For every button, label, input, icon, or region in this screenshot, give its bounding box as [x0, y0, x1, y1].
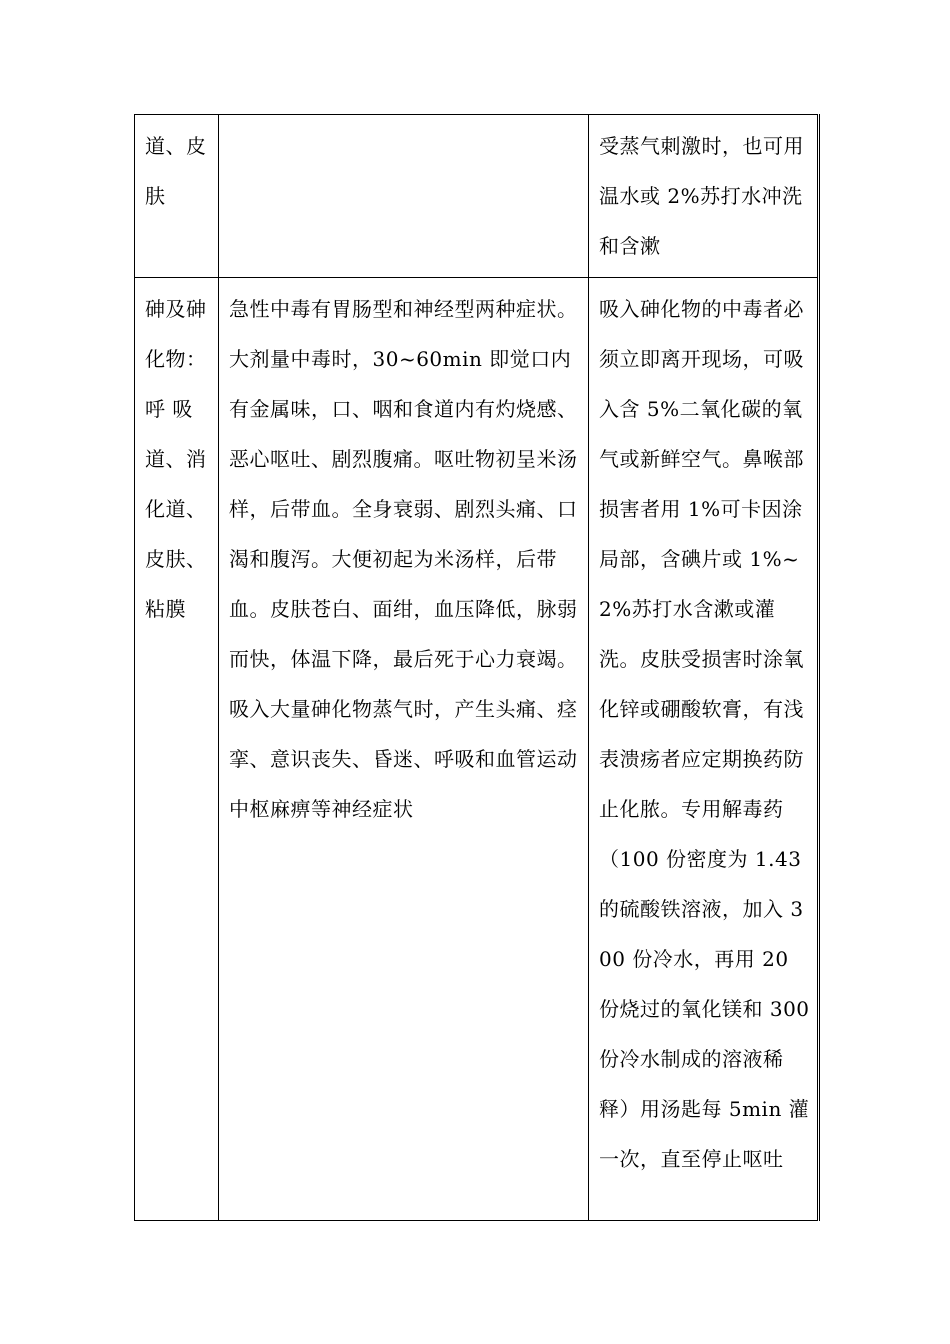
- treatment-cell: 吸入砷化物的中毒者必须立即离开现场，可吸入含 5%二氧化碳的氧气或新鲜空气。鼻喉部损害者用 1%可卡因涂局部，含碘片或 1%~2%苏打水含漱或灌洗。皮肤受损害时涂氧化锌或硼酸软膏，有浅表溃疡者应定期换药防止化脓。专用解毒药（100 份密度为 1.43 的硫酸铁溶液，加入 300 份冷水，再用 20 份烧过的氧化镁和 300 份冷水制成的溶液稀释）用汤匙每 5min 灌一次，直至停止呕吐: [589, 278, 819, 1221]
- symptoms-cell: [219, 115, 589, 278]
- vapor-symptoms-text: 吸入大量砷化物蒸气时，产生头痛、痉挛、意识丧失、昏迷、呼吸和血管运动中枢麻痹等神经症状: [229, 697, 578, 821]
- symptoms-cell: [219, 278, 589, 1221]
- table-row: [135, 115, 819, 278]
- table-row: [135, 278, 819, 1221]
- exposure-route-cell: 道、皮肤: [135, 115, 219, 278]
- treatment-cell: 受蒸气刺激时，也可用温水或 2%苏打水冲洗和含漱: [589, 115, 819, 278]
- poisoning-treatment-table: [134, 114, 820, 1221]
- acute-symptoms-text: 急性中毒有胃肠型和神经型两种症状。大剂量中毒时，30~60min 即觉口内有金属味，口、咽和食道内有灼烧感、恶心呕吐、剧烈腹痛。呕吐物初呈米汤样，后带血。全身衰弱、剧烈头痛、口渴和腹泻。大便初起为米汤样，后带血。皮肤苍白、面绀，血压降低，脉弱而快，体温下降，最后死于心力衰竭。: [229, 297, 578, 671]
- substance-route-cell: 砷及砷化物：呼 吸道、消化道、皮肤、粘膜: [135, 278, 219, 1221]
